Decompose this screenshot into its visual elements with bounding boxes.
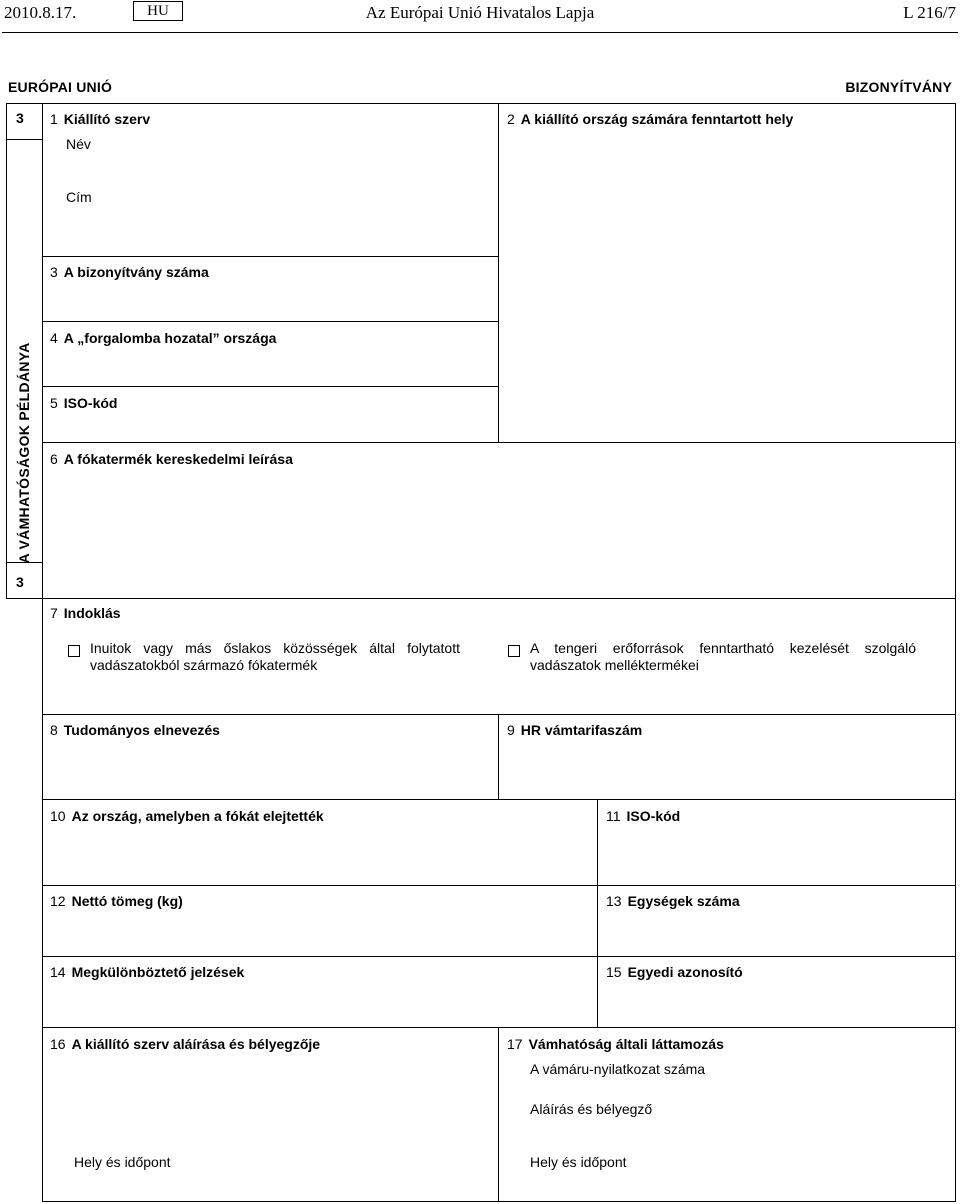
field-1-name: Név xyxy=(66,136,91,152)
option-1-text: Inuitok vagy más őslakos közösségek által folytatott vadászatokból származó fókatermék xyxy=(90,640,460,673)
journal-header xyxy=(0,0,960,34)
divider-h-3 xyxy=(42,256,499,257)
field-6-label: 6 A fókatermék kereskedelmi leírása xyxy=(50,451,293,467)
field-4-label: 4 A „forgalomba hozatal” országa xyxy=(50,330,277,346)
field-8-label: 8 Tudományos elnevezés xyxy=(50,722,220,738)
divider-v-8-9 xyxy=(498,714,499,800)
field-14-label: 14 Megkülönböztető jelzések xyxy=(50,964,245,980)
field-1-address: Cím xyxy=(66,189,92,205)
divider-h-16 xyxy=(42,1027,956,1028)
field-5-label: 5 ISO-kód xyxy=(50,395,118,411)
eu-label: EURÓPAI UNIÓ xyxy=(8,79,113,95)
divider-h-10 xyxy=(42,799,956,800)
field-13-label: 13 Egységek száma xyxy=(606,893,740,909)
field-9-label: 9 HR vámtarifaszám xyxy=(507,722,643,738)
divider-h-8 xyxy=(42,714,956,715)
option-2-checkbox[interactable] xyxy=(508,645,520,657)
doc-label: BIZONYÍTVÁNY xyxy=(845,79,952,95)
field-2-label: 2 A kiállító ország számára fenntartott hely xyxy=(507,111,794,127)
language-code: HU xyxy=(133,1,183,21)
publication-date: 2010.8.17. xyxy=(4,3,77,22)
page-number: L 216/7 xyxy=(903,3,956,22)
field-1-label: 1 Kiállító szerv xyxy=(50,111,151,127)
divider-h-4 xyxy=(42,321,499,322)
divider-h-6 xyxy=(42,442,956,443)
divider-h-7 xyxy=(42,598,956,599)
field-11-label: 11 ISO-kód xyxy=(606,808,681,824)
divider-h-12 xyxy=(42,885,956,886)
header-rule xyxy=(2,32,958,33)
divider-v-top xyxy=(498,103,499,443)
copy-number-bottom: 3 xyxy=(16,574,24,590)
field-15-label: 15 Egyedi azonosító xyxy=(606,964,743,980)
field-17-place-date: Hely és időpont xyxy=(530,1154,627,1170)
divider-v-10-15 xyxy=(597,799,598,1028)
field-16-place-date: Hely és időpont xyxy=(74,1154,171,1170)
field-16-label: 16 A kiállító szerv aláírása és bélyegzője xyxy=(50,1036,321,1052)
field-12-label: 12 Nettó tömeg (kg) xyxy=(50,893,183,909)
side-label: A VÁMHATÓSÁGOK PÉLDÁNYA xyxy=(16,342,32,564)
divider-h-14 xyxy=(42,956,956,957)
field-17-signature-stamp: Aláírás és bélyegző xyxy=(530,1101,653,1117)
field-3-label: 3 A bizonyítvány száma xyxy=(50,264,209,280)
option-1-checkbox[interactable] xyxy=(68,645,80,657)
side-label-wrap xyxy=(6,103,42,598)
field-7-label: 7 Indoklás xyxy=(50,605,121,621)
divider-h-5 xyxy=(42,386,499,387)
journal-title: Az Európai Unió Hivatalos Lapja xyxy=(365,3,595,22)
field-17-declaration-number: A vámáru-nyilatkozat száma xyxy=(530,1061,706,1077)
copy-number-top: 3 xyxy=(16,110,24,126)
option-2-text: A tengeri erőforrások fenntartható kezelését szolgáló vadászatok melléktermékei xyxy=(530,640,916,673)
divider-v-16-17 xyxy=(498,1027,499,1202)
field-10-label: 10 Az ország, amelyben a fókát elejtették xyxy=(50,808,324,824)
field-17-label: 17 Vámhatóság általi láttamozás xyxy=(507,1036,724,1052)
